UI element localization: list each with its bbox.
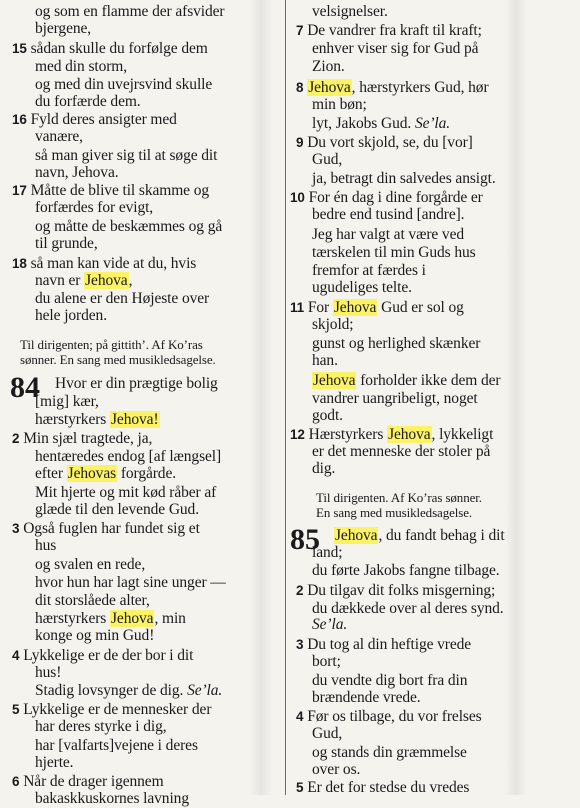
verse-line xyxy=(12,255,196,273)
verse-text: land; xyxy=(312,544,343,561)
psalm-number: 84 xyxy=(10,371,40,404)
verse-text: forholder ikke dem der xyxy=(356,372,501,389)
verse-text: De vandrer fra kraft til kraft; xyxy=(307,22,482,39)
verse-line xyxy=(312,761,360,779)
verse-text: Lykkelige er de mennesker der xyxy=(23,701,212,718)
verse-text: Måtte de blive til skamme og xyxy=(30,182,210,199)
verse-text: , min xyxy=(154,610,186,627)
verse-text: og med din uvejrsvind skulle xyxy=(35,76,213,93)
verse-line xyxy=(296,22,482,40)
verse-line xyxy=(290,299,464,317)
verse-text: har deres styrke i dig, xyxy=(35,718,167,735)
verse-line xyxy=(35,537,56,555)
verse-text: du forfærde dem. xyxy=(35,93,141,110)
verse-line xyxy=(35,610,186,628)
verse-text: [mig] kær, xyxy=(35,393,99,410)
verse-number: 6 xyxy=(12,774,20,789)
verse-line xyxy=(12,647,193,665)
verse-text: til grunde, xyxy=(35,235,98,252)
verse-number: 5 xyxy=(296,780,304,795)
verse-text: Lykkelige er de der bor i dit xyxy=(23,647,194,664)
verse-line xyxy=(12,773,164,791)
verse-text: ja, betragt din salvedes ansigt. xyxy=(312,170,496,187)
verse-number: 16 xyxy=(12,112,27,127)
verse-line xyxy=(312,58,345,76)
highlighted-name: Jehova xyxy=(308,79,351,96)
verse-line xyxy=(35,393,99,411)
verse-text: konge og min Gud! xyxy=(35,627,155,644)
verse-text: hærstyrkers xyxy=(35,411,110,428)
verse-line xyxy=(35,556,145,574)
verse-text: velsignelser. xyxy=(312,3,388,20)
verse-text: bakaskkuskornes lavning xyxy=(35,790,189,807)
verse-line xyxy=(312,562,500,580)
verse-line xyxy=(35,199,153,217)
verse-line xyxy=(290,426,493,444)
verse-text: Før os tilbage, du vor frelses xyxy=(307,708,482,725)
verse-text: Mit hjerte og mit kød råber af xyxy=(35,484,217,501)
bleed-through-shade-left xyxy=(250,0,272,795)
verse-line xyxy=(35,574,226,592)
verse-line xyxy=(312,616,347,634)
verse-line xyxy=(312,744,467,762)
verse-text: , du fandt behag i dit xyxy=(378,527,505,544)
verse-text: og stands din græmmelse xyxy=(312,744,467,761)
verse-text: Du tilgav dit folks misgerning; xyxy=(307,582,496,599)
verse-text: hærstyrkers xyxy=(35,610,110,627)
verse-number: 12 xyxy=(290,427,305,442)
verse-text: over os. xyxy=(312,761,361,778)
verse-text: En sang med musikledsagelse. xyxy=(316,505,473,520)
verse-line xyxy=(296,779,469,797)
verse-line xyxy=(35,235,98,253)
verse-number: 17 xyxy=(12,183,27,198)
psalm-heading-line xyxy=(316,505,472,520)
verse-number: 11 xyxy=(290,300,305,315)
verse-line xyxy=(35,93,141,111)
verse-line xyxy=(312,725,342,743)
column-divider xyxy=(285,0,286,795)
verse-line xyxy=(35,501,199,519)
verse-text: forfærdes for evigt, xyxy=(35,199,154,216)
verse-line xyxy=(35,307,107,325)
verse-number: 18 xyxy=(12,256,27,271)
psalm-heading-line xyxy=(20,352,216,367)
verse-text: tærskelen til min Guds hus xyxy=(312,244,476,261)
verse-number: 4 xyxy=(12,648,20,663)
psalm-heading-line xyxy=(316,490,482,505)
verse-line xyxy=(35,465,176,483)
verse-text: For xyxy=(307,299,333,316)
verse-text: sønner. En sang med musikledsagelse. xyxy=(20,352,216,367)
verse-line xyxy=(12,701,211,719)
verse-text: navn er xyxy=(35,272,85,289)
verse-line xyxy=(35,627,154,645)
verse-text: Til dirigenten. Af Ko’ras sønner. xyxy=(316,490,482,505)
verse-line xyxy=(312,262,426,280)
verse-line xyxy=(312,115,450,133)
verse-text: sådan skulle du forfølge dem xyxy=(30,40,208,57)
highlighted-name: Jehova xyxy=(313,372,356,389)
verse-line xyxy=(312,407,343,425)
verse-line xyxy=(35,664,61,682)
verse-number: 15 xyxy=(12,41,27,56)
verse-text: han. xyxy=(312,352,338,369)
verse-line xyxy=(35,20,91,38)
verse-text: og måtte de beskæmmes og gå xyxy=(35,218,223,235)
verse-line xyxy=(35,290,209,308)
selah-marker: Se’la. xyxy=(414,115,451,132)
verse-text: du førte Jakobs fangne tilbage. xyxy=(312,562,500,579)
verse-line xyxy=(296,708,482,726)
verse-text: Er det for stedse du vredes xyxy=(307,779,470,796)
verse-text: med din storm, xyxy=(35,58,128,75)
verse-line xyxy=(35,218,222,236)
verse-text: Stadig lovsynger de dig. xyxy=(35,682,188,699)
verse-line xyxy=(296,134,473,152)
verse-text: dit storslåede alter, xyxy=(35,592,150,609)
verse-text: glæde til den levende Gud. xyxy=(35,501,199,518)
verse-line xyxy=(35,272,132,290)
verse-line xyxy=(35,484,216,502)
verse-line xyxy=(296,582,495,600)
verse-line xyxy=(312,352,338,370)
verse-text: og som en flamme der afsvider xyxy=(35,3,225,20)
verse-line xyxy=(35,147,217,165)
verse-line xyxy=(35,76,212,94)
verse-line xyxy=(312,151,342,169)
verse-text: forgårde. xyxy=(117,465,177,482)
verse-text: bjergene, xyxy=(35,20,92,37)
verse-line xyxy=(312,40,478,58)
verse-line xyxy=(312,460,335,478)
verse-line xyxy=(312,653,341,671)
verse-line xyxy=(35,128,83,146)
verse-text: hus! xyxy=(35,664,62,681)
verse-line xyxy=(312,689,421,707)
verse-line xyxy=(312,244,476,262)
verse-line xyxy=(35,737,198,755)
highlighted-name: Jehova xyxy=(85,272,128,289)
verse-text: Til dirigenten; på gittith’. Af Ko’ras xyxy=(20,337,203,352)
verse-text: Fyld deres ansigter med xyxy=(30,111,177,128)
verse-text: har [valfarts]vejene i deres xyxy=(35,737,198,754)
verse-text: hus xyxy=(35,537,57,554)
verse-text: , hærstyrkers Gud, hør xyxy=(351,79,489,96)
verse-text: navn, Jehova. xyxy=(35,164,119,181)
verse-text: du dækkede over al deres synd. xyxy=(312,600,504,617)
verse-text: er det menneske der stoler på xyxy=(312,443,491,460)
verse-line xyxy=(12,40,208,58)
verse-line xyxy=(290,189,483,207)
verse-line xyxy=(312,316,354,334)
highlighted-name: Jehova! xyxy=(111,411,159,428)
verse-number: 9 xyxy=(296,135,304,150)
verse-text: bort; xyxy=(312,653,341,670)
verse-line xyxy=(312,335,480,353)
verse-text: Jeg har valgt at være ved xyxy=(312,226,465,243)
verse-line xyxy=(35,790,189,808)
verse-text: efter xyxy=(35,465,67,482)
verse-text: gunst og herlighed skænker xyxy=(312,335,481,352)
verse-text: hentæredes endog [af længsel] xyxy=(35,448,222,465)
verse-text: , xyxy=(128,272,133,289)
verse-text: Hvor er din prægtige bolig xyxy=(55,375,218,392)
verse-text: hele jorden. xyxy=(35,307,107,324)
verse-text: Gud er sol og xyxy=(377,299,464,316)
verse-number: 7 xyxy=(296,23,304,38)
verse-text: du alene er den Højeste over xyxy=(35,290,210,307)
verse-line xyxy=(35,754,73,772)
highlighted-name: Jehova xyxy=(335,527,378,544)
selah-marker: Se’la. xyxy=(312,616,348,633)
verse-text: godt. xyxy=(312,407,343,424)
verse-text: min bøn; xyxy=(312,96,367,113)
verse-line xyxy=(35,592,150,610)
bleed-through-shade-right xyxy=(505,0,527,795)
verse-text: hvor hun har lagt sine unger — xyxy=(35,574,226,591)
verse-number: 3 xyxy=(296,637,304,652)
verse-text: og svalen en rede, xyxy=(35,556,146,573)
verse-text: så man giver sig til at søge dit xyxy=(35,147,218,164)
verse-line xyxy=(12,520,200,538)
verse-text: Zion. xyxy=(312,58,345,75)
verse-line xyxy=(12,182,209,200)
verse-text: Hærstyrkers xyxy=(308,426,388,443)
verse-line xyxy=(312,672,467,690)
verse-line xyxy=(312,226,464,244)
verse-text: vandrer uangribeligt, noget xyxy=(312,390,478,407)
verse-line xyxy=(296,636,471,654)
verse-text: Gud, xyxy=(312,151,343,168)
verse-line xyxy=(334,527,505,545)
verse-line xyxy=(35,411,160,429)
verse-text: brændende vrede. xyxy=(312,689,421,706)
verse-text: , lykkeligt xyxy=(431,426,494,443)
selah-marker: Se’la. xyxy=(187,682,223,699)
verse-number: 5 xyxy=(12,702,20,717)
verse-text: dig. xyxy=(312,460,336,477)
verse-text: skjold; xyxy=(312,316,354,333)
verse-number: 2 xyxy=(296,583,304,598)
verse-line xyxy=(312,170,496,188)
verse-text: Du tog al din heftige vrede xyxy=(307,636,472,653)
verse-text: lyt, Jakobs Gud. xyxy=(312,115,415,132)
highlighted-name: Jehovas xyxy=(67,465,117,482)
verse-line xyxy=(312,3,388,21)
verse-line xyxy=(35,3,225,21)
verse-text: vanære, xyxy=(35,128,83,145)
verse-text: du vendte dig bort fra din xyxy=(312,672,468,689)
verse-line xyxy=(35,448,221,466)
verse-number: 3 xyxy=(12,521,20,536)
verse-line xyxy=(312,390,478,408)
verse-line xyxy=(35,58,127,76)
highlighted-name: Jehova xyxy=(111,610,154,627)
verse-line xyxy=(12,111,177,129)
verse-text: Du vort skjold, se, du [vor] xyxy=(307,134,473,151)
verse-line xyxy=(312,372,501,390)
verse-text: så man kan vide at du, hvis xyxy=(30,255,197,272)
highlighted-name: Jehova xyxy=(333,299,377,316)
verse-text: Min sjæl tragtede, ja, xyxy=(23,430,153,447)
verse-line xyxy=(312,443,490,461)
verse-number: 4 xyxy=(296,709,304,724)
verse-text: bedre end tusind [andre]. xyxy=(312,206,465,223)
psalm-heading-line xyxy=(20,337,203,352)
verse-text: hjerte. xyxy=(35,754,74,771)
verse-text: Når de drager igennem xyxy=(23,773,164,790)
verse-text: fremfor at færdes i xyxy=(312,262,426,279)
verse-line xyxy=(35,164,119,182)
verse-line xyxy=(35,682,222,700)
verse-text: enhver viser sig for Gud på xyxy=(312,40,479,57)
verse-line xyxy=(296,79,489,97)
verse-text: Også fuglen har fundet sig et xyxy=(23,520,200,537)
verse-number: 8 xyxy=(296,80,304,95)
verse-line xyxy=(312,279,412,297)
verse-text: ugudeliges telte. xyxy=(312,279,412,296)
verse-text: Gud, xyxy=(312,725,343,742)
verse-text: For én dag i dine forgårde er xyxy=(308,189,483,206)
verse-number: 10 xyxy=(290,190,305,205)
verse-line xyxy=(12,430,152,448)
verse-line xyxy=(35,718,167,736)
verse-line xyxy=(312,96,367,114)
verse-line xyxy=(55,375,218,393)
verse-line xyxy=(312,206,464,224)
highlighted-name: Jehova xyxy=(388,426,431,443)
verse-number: 2 xyxy=(12,431,20,446)
psalm-number: 85 xyxy=(290,523,320,556)
